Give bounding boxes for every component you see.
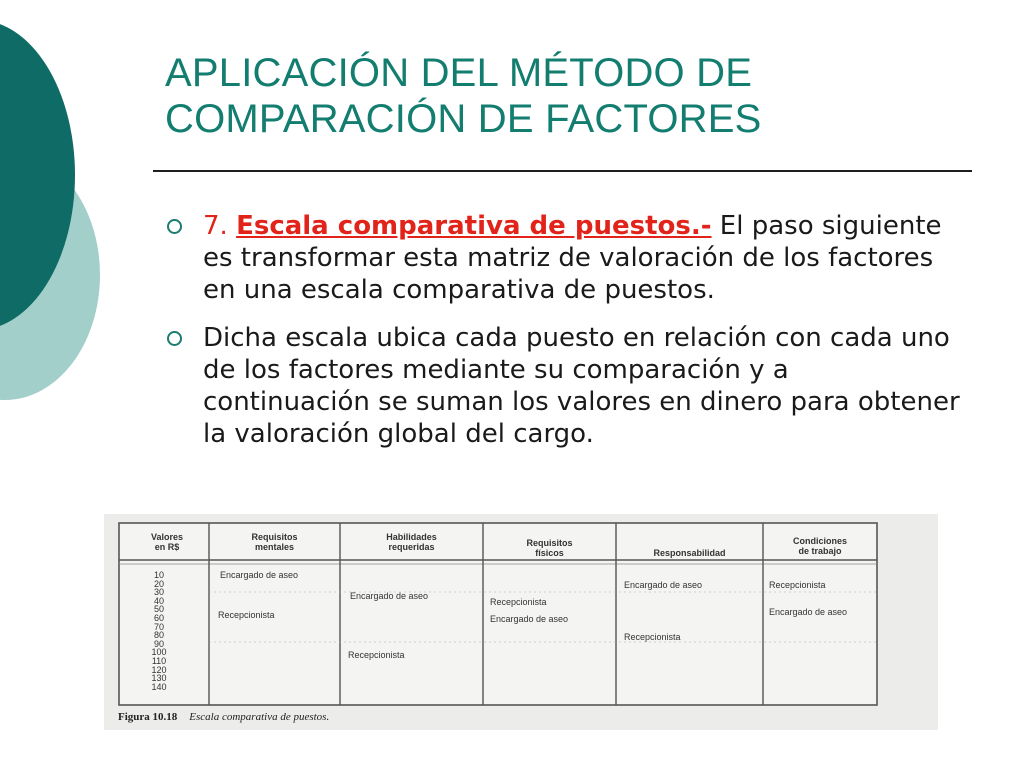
bullet-highlight: Escala comparativa de puestos.- — [236, 211, 712, 241]
column-header-line: Requisitos — [251, 532, 298, 542]
value-cell: 40 — [153, 595, 164, 606]
comparison-table — [118, 522, 918, 707]
title-divider — [153, 170, 972, 172]
column-header-line: en R$ — [154, 542, 180, 552]
column-header-line: Valores — [150, 532, 184, 542]
value-cell: 50 — [153, 604, 164, 615]
column-header-line: Condiciones — [792, 536, 847, 546]
value-cell: 30 — [153, 587, 164, 598]
value-cell: 20 — [153, 578, 164, 589]
job-entry: Recepcionista — [348, 650, 405, 660]
value-cell: 140 — [151, 681, 167, 692]
column-header-line: Habilidades — [386, 532, 437, 542]
job-entry: Encargado de aseo — [490, 614, 569, 624]
value-cell: 60 — [153, 612, 164, 623]
job-entry: Recepcionista — [490, 597, 547, 607]
value-cell: 70 — [153, 621, 164, 632]
figure-caption-label: Figura 10.18 — [118, 711, 178, 723]
value-cell: 120 — [151, 664, 167, 675]
column-header-skills — [340, 532, 483, 552]
bullet-list — [163, 210, 963, 466]
slide-title-line1: APLICACIÓN DEL MÉTODO DE — [165, 51, 753, 95]
column-header-physical — [483, 538, 616, 558]
job-entry: Encargado de aseo — [350, 591, 429, 601]
bullet-icon — [167, 219, 182, 234]
column-header-line: Requisitos — [526, 538, 573, 548]
bullet-icon — [167, 331, 182, 346]
job-entry: Encargado de aseo — [624, 580, 703, 590]
column-header-responsibility — [616, 548, 763, 558]
column-header-line: físicos — [535, 548, 564, 558]
bullet-text: El paso siguiente es transformar esta matriz de valoración de los factores en una escala comparativa de puestos. — [203, 211, 942, 305]
job-entry: Encargado de aseo — [769, 607, 848, 617]
column-header-conditions — [763, 536, 877, 556]
column-header-line: mentales — [254, 542, 295, 552]
column-header-mental — [209, 532, 340, 552]
slide-title — [165, 50, 762, 142]
job-entry: Recepcionista — [769, 580, 826, 590]
job-entry: Recepcionista — [218, 610, 275, 620]
value-cell: 110 — [151, 655, 167, 666]
slide-title-line2: COMPARACIÓN DE FACTORES — [165, 97, 762, 141]
job-entry: Encargado de aseo — [220, 570, 299, 580]
column-header-values — [132, 532, 202, 552]
bullet-item-1 — [163, 210, 963, 306]
figure-scan — [104, 514, 938, 730]
value-cell: 130 — [151, 673, 167, 684]
value-cell: 80 — [153, 630, 164, 641]
bullet-item-2 — [163, 322, 963, 450]
bullet-text: Dicha escala ubica cada puesto en relación con cada uno de los factores mediante su comparación y a continuación se suman los valores en dinero para obtener la valoración global del cargo. — [203, 323, 960, 449]
value-cell: 10 — [153, 570, 164, 580]
figure-caption-text: Escala comparativa de puestos. — [189, 711, 330, 723]
value-cell: 100 — [151, 647, 167, 658]
job-entry: Recepcionista — [624, 632, 681, 642]
column-header-line: de trabajo — [798, 546, 842, 556]
column-header-line: Responsabilidad — [653, 548, 726, 558]
figure-caption — [118, 711, 329, 723]
column-header-line: requeridas — [388, 542, 435, 552]
bullet-number: 7. — [203, 211, 228, 241]
value-cell: 90 — [153, 638, 164, 649]
values-column — [134, 571, 184, 691]
